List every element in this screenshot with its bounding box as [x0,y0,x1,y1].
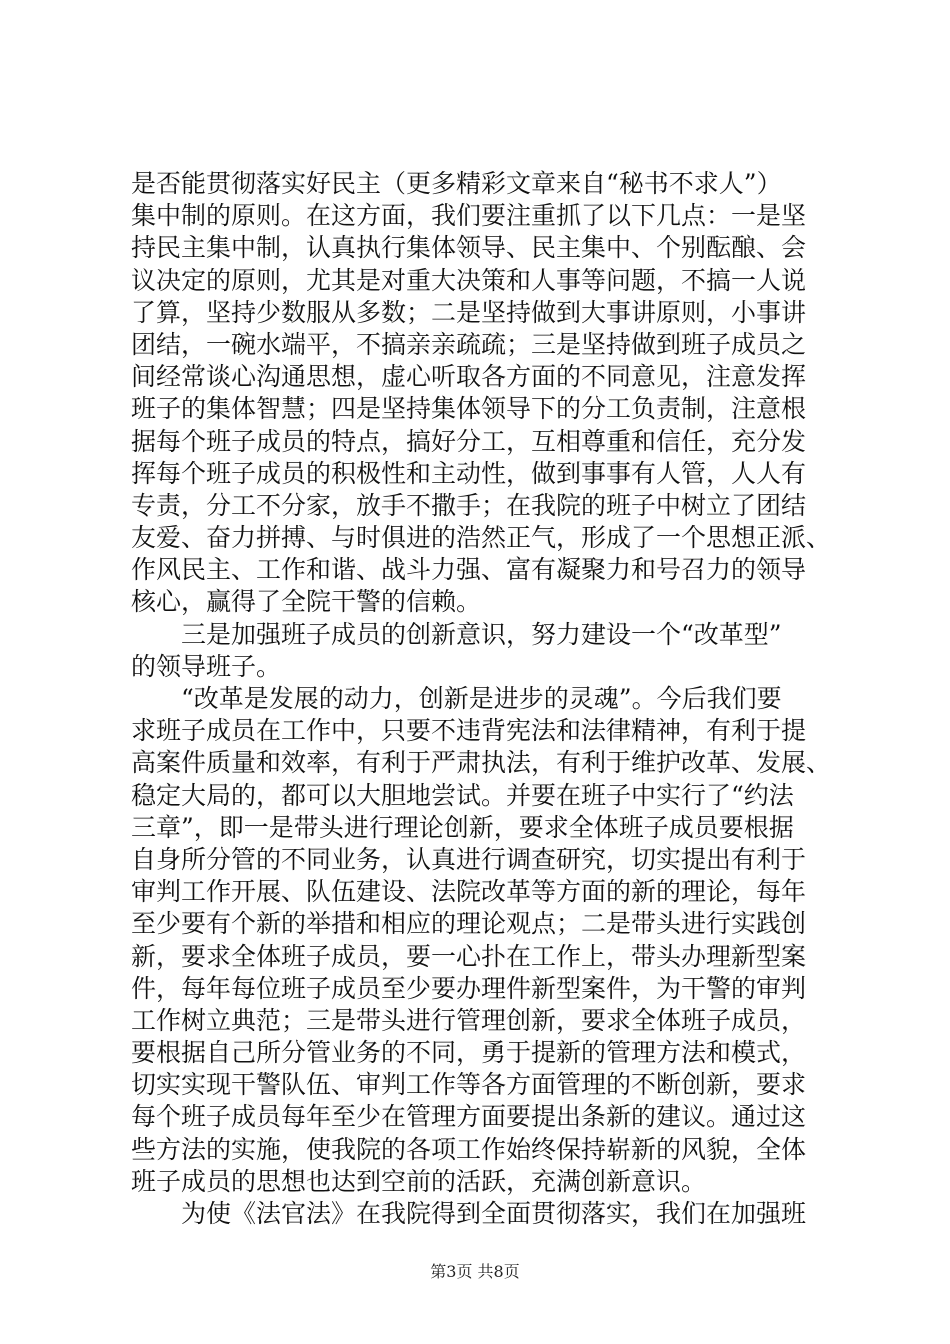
text-line: 议决定的原则，尤其是对重大决策和人事等问题，不搞一人说 [131,265,807,295]
text-line: 班子成员的思想也达到空前的活跃，充满创新意识。 [131,1166,707,1196]
text-line: 挥每个班子成员的积极性和主动性，做到事事有人管，人人有 [131,458,807,488]
text-line: 是否能贯彻落实好民主（更多精彩文章来自“秘书不求人”） [131,169,782,198]
text-line: 至少要有个新的举措和相应的理论观点；二是带头进行实践创 [131,909,807,939]
text-line: 工作树立典范；三是带头进行管理创新，要求全体班子成员， [131,1005,807,1035]
text-line: 件，每年每位班子成员至少要办理件新型案件，为干警的审判 [131,973,807,1003]
text-line: 新，要求全体班子成员，要一心扑在工作上，带头办理新型案 [131,941,807,971]
text-line: 自身所分管的不同业务，认真进行调查研究，切实提出有利于 [131,844,807,874]
text-line: 要根据自己所分管业务的不同，勇于提新的管理方法和模式， [131,1038,807,1068]
text-line: 的领导班子。 [131,651,282,681]
text-line: 团结，一碗水端平，不搞亲亲疏疏；三是坚持做到班子成员之 [131,329,807,359]
text-line: 了算，坚持少数服从多数；二是坚持做到大事讲原则，小事讲 [131,297,807,327]
text-line: “改革是发展的动力，创新是进步的灵魂”。今后我们要 [131,684,782,713]
text-line: 集中制的原则。在这方面，我们要注重抓了以下几点：一是坚 [131,201,807,231]
document-body [131,168,831,1230]
text-line: 稳定大局的，都可以大胆地尝试。并要在班子中实行了“约法 [131,780,794,810]
text-line: 核心，赢得了全院干警的信赖。 [131,587,482,617]
text-line: 持民主集中制，认真执行集体领导、民主集中、个别酝酿、会 [131,233,807,263]
text-line: 间经常谈心沟通思想，虚心听取各方面的不同意见，注意发挥 [131,362,807,392]
text-line: 据每个班子成员的特点，搞好分工，互相尊重和信任，充分发 [131,426,807,456]
text-line: 求班子成员在工作中，只要不违背宪法和法律精神，有利于提 [131,716,807,746]
text-line: 为使《法官法》在我院得到全面贯彻落实，我们在加强班 [131,1199,807,1228]
text-line: 三章”，即一是带头进行理论创新，要求全体班子成员要根据 [131,812,794,842]
text-line: 作风民主、工作和谐、战斗力强、富有凝聚力和号召力的领导 [131,555,807,585]
text-line: 切实实现干警队伍、审判工作等各方面管理的不断创新，要求 [131,1070,807,1100]
text-line: 每个班子成员每年至少在管理方面要提出条新的建议。通过这 [131,1102,807,1132]
text-line: 些方法的实施，使我院的各项工作始终保持崭新的风貌，全体 [131,1134,807,1164]
text-line: 三是加强班子成员的创新意识，努力建设一个“改革型” [131,619,782,649]
text-line: 高案件质量和效率，有利于严肃执法，有利于维护改革、发展、 [131,748,832,778]
text-line: 审判工作开展、队伍建设、法院改革等方面的新的理论，每年 [131,877,807,907]
page-footer: 第3页 共8页 [430,1262,520,1281]
text-line: 友爱、奋力拼搏、与时俱进的浩然正气，形成了一个思想正派、 [131,523,832,553]
text-line: 班子的集体智慧；四是坚持集体领导下的分工负责制，注意根 [131,394,807,424]
text-line: 专责，分工不分家，放手不撒手；在我院的班子中树立了团结 [131,490,807,520]
